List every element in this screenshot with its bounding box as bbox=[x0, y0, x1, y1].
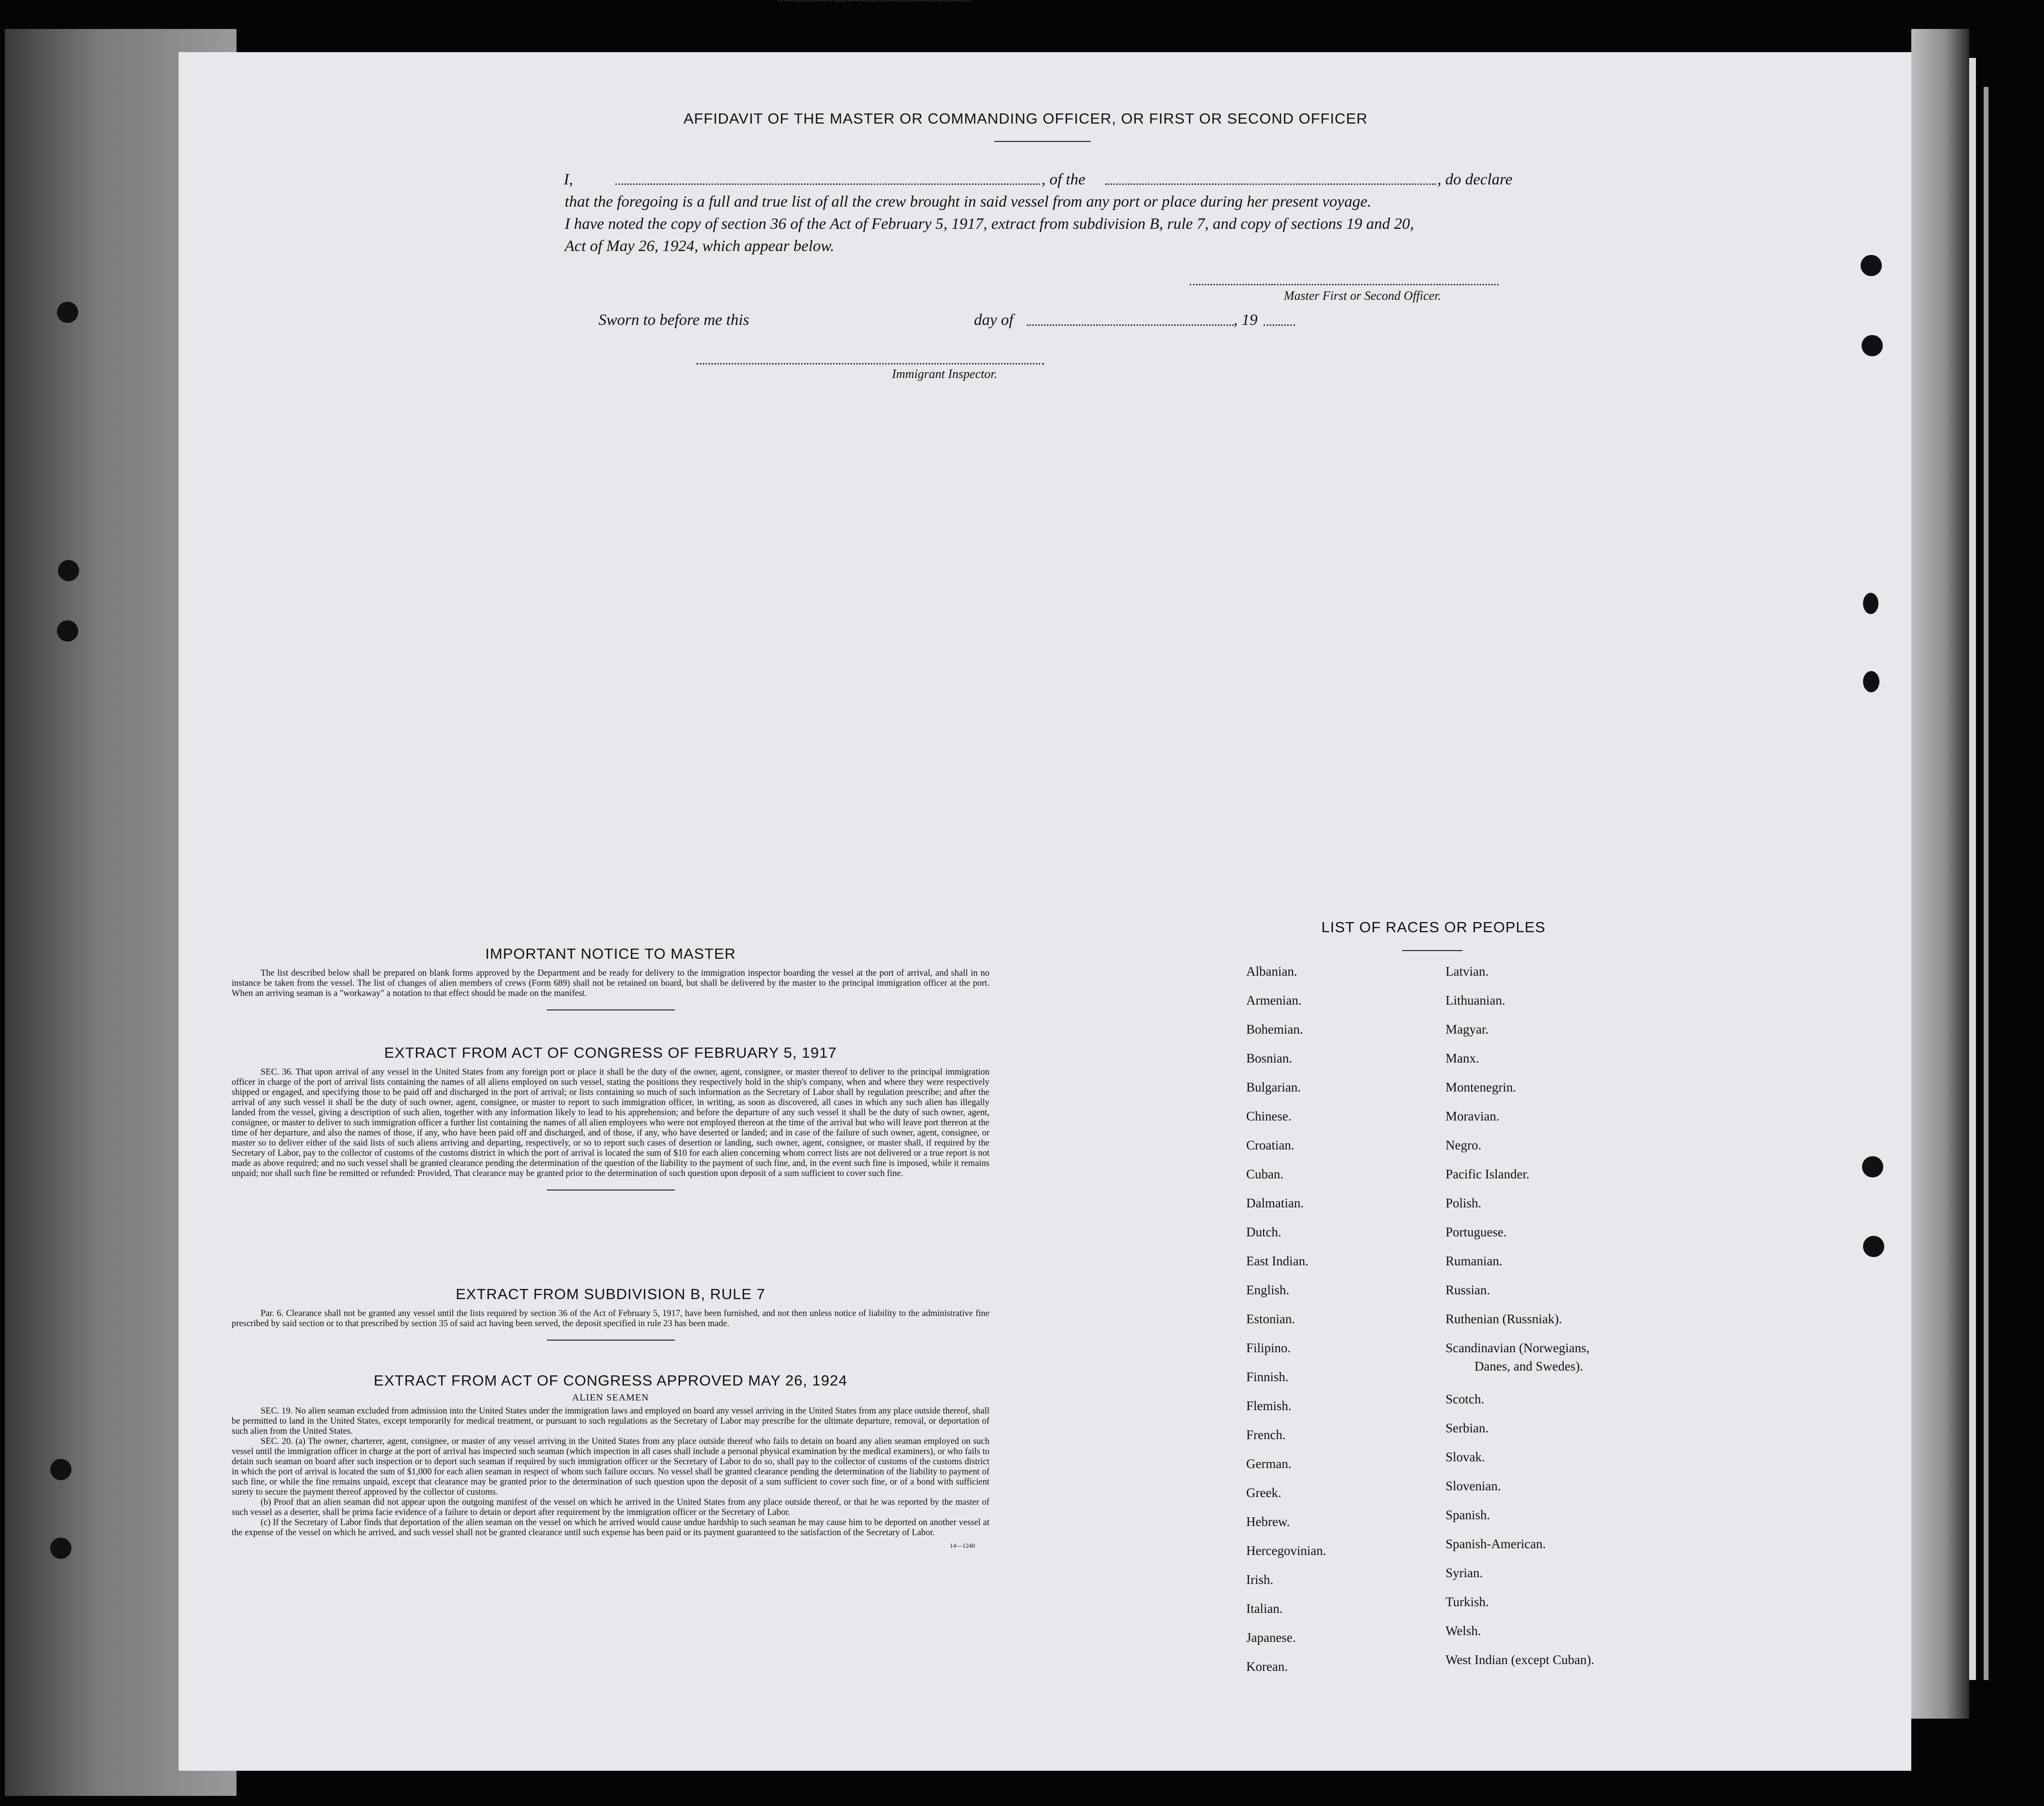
extract-1924-title: EXTRACT FROM ACT OF CONGRESS APPROVED MAY 26, 1924 bbox=[374, 1372, 848, 1389]
race-item: Finnish. bbox=[1246, 1370, 1289, 1384]
race-item: Flemish. bbox=[1246, 1399, 1292, 1413]
race-item: Dutch. bbox=[1246, 1225, 1281, 1239]
affidavit-line-4: Act of May 26, 1924, which appear below. bbox=[565, 238, 834, 255]
inspector-signature-blank[interactable] bbox=[696, 363, 1044, 364]
sworn-day-of: day of bbox=[974, 311, 1014, 329]
extract-1917-section bbox=[232, 1044, 989, 1190]
race-item: Moravian. bbox=[1446, 1109, 1500, 1123]
punch-hole-icon bbox=[1862, 335, 1883, 356]
master-signature-label: Master First or Second Officer. bbox=[1284, 289, 1441, 303]
punch-hole-icon bbox=[1861, 255, 1882, 276]
vessel-blank[interactable] bbox=[1105, 183, 1436, 185]
race-item: Magyar. bbox=[1446, 1022, 1489, 1036]
race-item: English. bbox=[1246, 1283, 1290, 1297]
punch-hole-icon bbox=[1863, 1236, 1884, 1257]
sworn-day-blank[interactable] bbox=[778, 0, 971, 1]
race-item: Slovak. bbox=[1446, 1450, 1485, 1464]
race-item: Scandinavian (Norwegians, bbox=[1446, 1341, 1590, 1355]
background-page-right bbox=[1911, 29, 1969, 1719]
sworn-month-blank[interactable] bbox=[1027, 324, 1234, 326]
notice-body: The list described below shall be prepared on blank forms approved by the Department and be ready for delivery to the immigration inspector boarding the vessel at the port of arrival, and shall in no instance be taken from the vessel. The list of changes of alien members of crews (Form 689) shall not be retained on board, but shall be delivered by the master to the principal immigration officer at the port. When an arriving seaman is a "workaway" a notation to that effect should be made on the manifest. bbox=[232, 968, 989, 998]
race-item: Bohemian. bbox=[1246, 1022, 1303, 1036]
race-item: Italian. bbox=[1246, 1601, 1283, 1616]
race-item: Japanese. bbox=[1246, 1630, 1296, 1645]
extract-1917-title: EXTRACT FROM ACT OF CONGRESS OF FEBRUARY 5, 1917 bbox=[384, 1044, 837, 1061]
alien-seamen-subtitle: ALIEN SEAMEN bbox=[572, 1392, 649, 1403]
race-item: Korean. bbox=[1246, 1659, 1288, 1674]
affidavit-line-2: that the foregoing is a full and true list of all the crew brought in said vessel from any port or place during her present voyage. bbox=[565, 193, 1372, 210]
race-item: Welsh. bbox=[1446, 1624, 1481, 1638]
sec20a-body: SEC. 20. (a) The owner, charterer, agent, consignee, or master of any vessel arriving in the United States from any place outside thereof who fails to detain on board any alien seaman employed on such vessel until the immigration officer in charge at the port of arrival has inspected such seaman (which inspection in all cases shall include a personal physical examination by the medical examiners), or who fails to detain such seaman on board after such inspection or to deport such seaman if required by such immigration officer or the Secretary of Labor to do so, shall pay to the collector of customs of the customs district in which the port of arrival is located the sum of $1,000 for each alien seaman in respect of whom such failure occurs. No vessel shall be granted clearance pending the determination of the liability to payment of such fine, or while the fine remains unpaid, except that clearance may be granted prior to the determination of such question upon the deposit of a sum sufficient to cover such fine, or of a bond with sufficient surety to secure the payment thereof approved by the collector of customs. bbox=[232, 1437, 989, 1497]
affidavit-do-declare: , do declare bbox=[1437, 171, 1513, 188]
divider bbox=[547, 1009, 675, 1010]
race-item: Hercegovinian. bbox=[1246, 1543, 1326, 1558]
race-item: Bosnian. bbox=[1246, 1051, 1293, 1065]
notice-title: IMPORTANT NOTICE TO MASTER bbox=[485, 945, 736, 962]
race-item: Lithuanian. bbox=[1446, 993, 1505, 1008]
race-item: Cuban. bbox=[1246, 1167, 1284, 1181]
race-item: Manx. bbox=[1446, 1051, 1479, 1065]
race-item: Latvian. bbox=[1446, 964, 1489, 979]
extract-rule7-title: EXTRACT FROM SUBDIVISION B, RULE 7 bbox=[456, 1286, 765, 1302]
sec19-body: SEC. 19. No alien seaman excluded from admission into the United States under the immigration laws and employed on board any vessel arriving in the United States from any place outside thereof, shall be permitted to land in the United States, except temporarily for medical treatment, or pursuant to such regulations as the Secretary of Labor may prescribe for the ultimate departure, removal, or deportation of such alien from the United States. bbox=[232, 1406, 989, 1436]
form-number: 14—1240 bbox=[950, 1542, 975, 1549]
sworn-year: , 19 bbox=[1234, 311, 1258, 329]
race-item: Estonian. bbox=[1246, 1312, 1295, 1326]
race-item: Irish. bbox=[1246, 1572, 1274, 1587]
affidavit-title: AFFIDAVIT OF THE MASTER OR COMMANDING OFFICER, OR FIRST OR SECOND OFFICER bbox=[683, 110, 1368, 127]
race-item: Chinese. bbox=[1246, 1109, 1292, 1123]
notice-section bbox=[232, 945, 989, 1010]
master-signature-blank[interactable] bbox=[1190, 284, 1499, 285]
punch-hole-icon bbox=[57, 620, 78, 642]
race-item: Croatian. bbox=[1246, 1138, 1294, 1152]
punch-hole-icon bbox=[50, 1538, 71, 1559]
race-item: Armenian. bbox=[1246, 993, 1302, 1008]
race-item: Syrian. bbox=[1446, 1566, 1483, 1580]
sworn-prefix: Sworn to before me this bbox=[598, 311, 750, 329]
punch-hole-icon bbox=[1863, 593, 1878, 614]
race-item: East Indian. bbox=[1246, 1254, 1308, 1268]
race-item: Spanish-American. bbox=[1446, 1537, 1546, 1551]
race-item: Dalmatian. bbox=[1246, 1196, 1304, 1210]
race-item: Negro. bbox=[1446, 1138, 1482, 1152]
punch-hole-icon bbox=[1862, 1156, 1883, 1177]
affidavit-line-3: I have noted the copy of section 36 of the Act of February 5, 1917, extract from subdivision B, rule 7, and copy of sections 19 and 20, bbox=[565, 215, 1414, 233]
sworn-year-blank[interactable] bbox=[1264, 324, 1295, 326]
punch-hole-icon bbox=[57, 302, 78, 323]
inspector-label: Immigrant Inspector. bbox=[892, 367, 998, 381]
race-item: West Indian (except Cuban). bbox=[1446, 1652, 1595, 1667]
extract-rule7-body: Par. 6. Clearance shall not be granted any vessel until the lists required by section 36 of the Act of February 5, 1917, have been furnished, and not then unless notice of liability to the administrative fine prescribed by said section or to that prescribed by section 35 of said act having been served, the deposit specified in rule 23 has been made. bbox=[232, 1309, 989, 1329]
affidavit-of-the: , of the bbox=[1042, 171, 1085, 188]
sec20c-body: (c) If the Secretary of Labor finds that deportation of the alien seaman on the vessel on which he arrived would cause undue hardship to such seaman he may cause him to be deported on another vessel at the expense of the vessel on which he arrived, and such vessel shall not be granted clearance until such expense has been paid or its payment guaranteed to the satisfaction of the Secretary of Labor. bbox=[232, 1518, 989, 1538]
race-item: Portuguese. bbox=[1446, 1225, 1507, 1239]
race-item: Spanish. bbox=[1446, 1508, 1490, 1522]
page-edge bbox=[1984, 87, 1988, 1680]
race-item: French. bbox=[1246, 1428, 1286, 1442]
divider bbox=[547, 1340, 675, 1341]
name-blank[interactable] bbox=[615, 183, 1040, 185]
race-item: Danes, and Swedes). bbox=[1474, 1359, 1583, 1373]
divider bbox=[994, 141, 1091, 142]
race-item: Polish. bbox=[1446, 1196, 1482, 1210]
race-item: German. bbox=[1246, 1456, 1292, 1471]
extract-rule7-section bbox=[232, 1286, 989, 1341]
extract-1917-body: SEC. 36. That upon arrival of any vessel in the United States from any foreign port or place it shall be the duty of the owner, agent, consignee, or master thereof to deliver to the principal immigration officer in charge of the port of arrival lists containing the names of all aliens employed on such vessel, stating the positions they respectively hold in the ship's company, when and where they were respectively shipped or engaged, and specifying those to be paid off and discharged in the port of arrival; or lists containing so much of such information as the Secretary of Labor shall by regulation prescribe; and after the arrival of any such vessel it shall be the duty of such owner, agent, consignee, or master to report to such immigration officer, in writing, as soon as discovered, all cases in which any such alien has illegally landed from the vessel, giving a description of such alien, together with any information likely to lead to his apprehension; and before the departure of any such vessel it shall be the duty of such owner, agent, consignee, or master to deliver to such immigration officer a further list containing the names of all alien employees who were not employed thereon at the time of the arrival but who will leave port thereon at the time of her departure, and also the names of those, if any, who have been paid off and discharged, and of those, if any, who have deserted or landed; and in case of the failure of such owner, agent, consignee, or master so to deliver either of the said lists of such aliens arriving and departing, respectively, or so to report such cases of desertion or landing, such owner, agent, consignee, or master shall, if required by the Secretary of Labor, pay to the collector of customs of the customs district in which the port of arrival is located the sum of $10 for each alien concerning whom correct lists are not delivered or a true report is not made as above required; and no such vessel shall be granted clearance pending the determination of the question of the liability to the payment of such fine, and, in the event such fine is imposed, while it remains unpaid; nor shall such fine be remitted or refunded: Provided, That clearance may be granted prior to the determination of such question upon deposit of a sum sufficient to cover such fine. bbox=[232, 1067, 989, 1178]
punch-hole-icon bbox=[1863, 671, 1879, 692]
extract-1924-section bbox=[232, 1372, 989, 1550]
race-item: Slovenian. bbox=[1446, 1479, 1501, 1493]
race-item: Serbian. bbox=[1446, 1421, 1489, 1435]
affidavit-i: I, bbox=[564, 171, 573, 188]
race-item: Filipino. bbox=[1246, 1341, 1291, 1355]
race-item: Scotch. bbox=[1446, 1392, 1485, 1406]
race-item: Russian. bbox=[1446, 1283, 1490, 1297]
race-item: Bulgarian. bbox=[1246, 1080, 1301, 1094]
race-item: Pacific Islander. bbox=[1446, 1167, 1530, 1181]
race-item: Greek. bbox=[1246, 1485, 1281, 1500]
race-item: Albanian. bbox=[1246, 964, 1297, 979]
races-title: LIST OF RACES OR PEOPLES bbox=[1321, 919, 1546, 936]
race-item: Hebrew. bbox=[1246, 1514, 1290, 1529]
race-item: Ruthenian (Russniak). bbox=[1446, 1312, 1562, 1326]
sec20b-body: (b) Proof that an alien seaman did not appear upon the outgoing manifest of the vessel on which he arrived in the United States from any place outside thereof, or that he was reported by the master of such vessel as a deserter, shall be prima facie evidence of a failure to detain or deport after requirement by the immigration officer or the Secretary of Labor. bbox=[232, 1498, 989, 1517]
race-item: Turkish. bbox=[1446, 1595, 1489, 1609]
punch-hole-icon bbox=[50, 1459, 71, 1480]
divider bbox=[1402, 950, 1462, 951]
page-edge bbox=[1969, 58, 1976, 1680]
race-item: Rumanian. bbox=[1446, 1254, 1502, 1268]
race-item: Montenegrin. bbox=[1446, 1080, 1516, 1094]
punch-hole-icon bbox=[58, 560, 79, 581]
